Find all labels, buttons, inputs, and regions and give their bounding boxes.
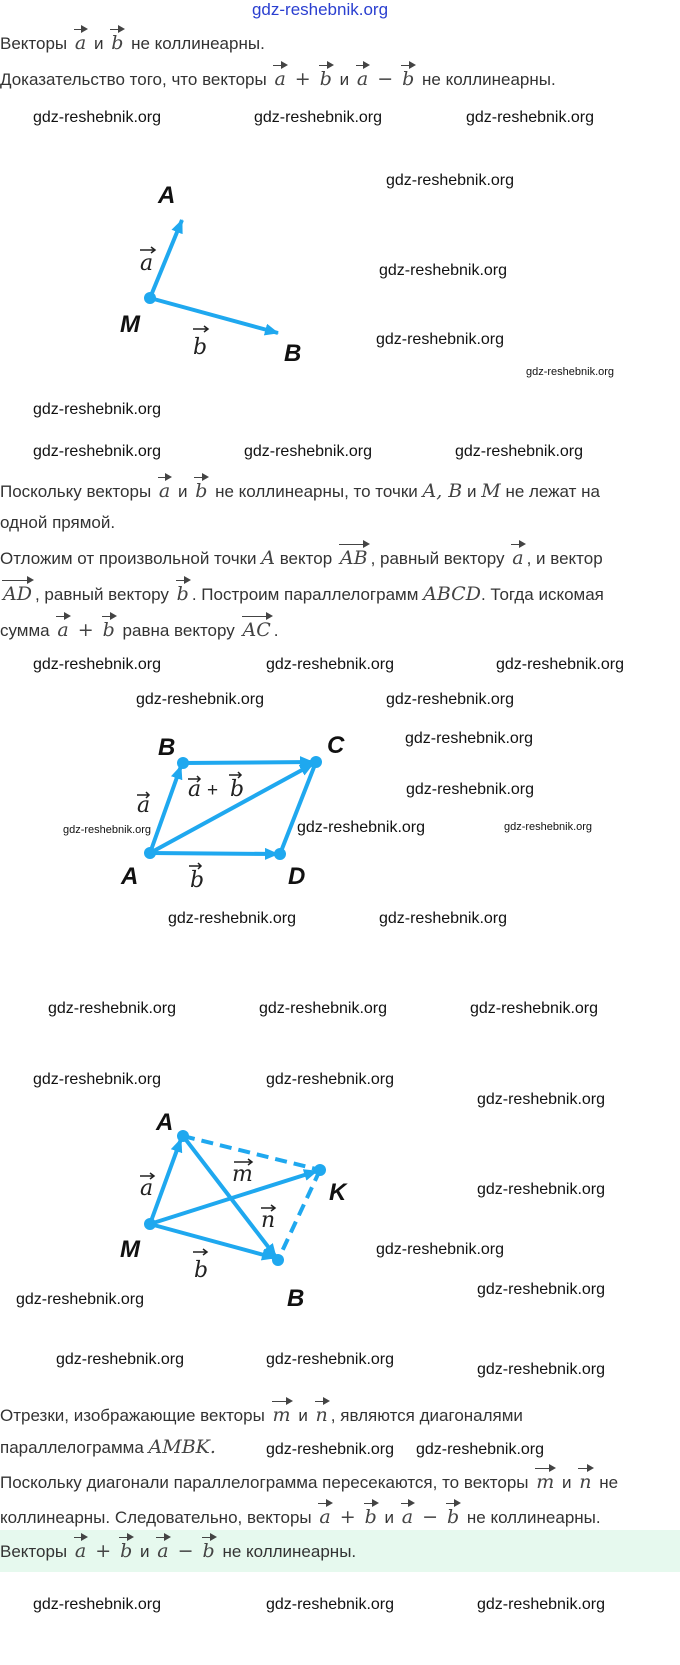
minus: −	[422, 1506, 438, 1528]
watermark: gdz-reshebnik.org	[476, 1596, 606, 1613]
text: не коллинеарны, то точки	[215, 482, 418, 501]
text: не коллинеарны.	[222, 1542, 357, 1561]
watermark: gdz-reshebnik.org	[378, 262, 508, 279]
para3-line1	[0, 1404, 523, 1426]
watermark: gdz-reshebnik.org	[495, 656, 625, 673]
segment-kb-dashed	[278, 1170, 320, 1260]
watermark: gdz-reshebnik.org	[415, 1441, 545, 1458]
para2-line3	[0, 547, 603, 569]
segment-dc	[280, 762, 316, 854]
text: и	[298, 1406, 308, 1425]
vector-b: b	[108, 32, 126, 54]
watermark: gdz-reshebnik.org	[265, 656, 395, 673]
vector-a-ma	[150, 1139, 181, 1224]
text: Векторы	[0, 1542, 68, 1561]
label-a-point: A	[158, 182, 176, 209]
text: . Тогда искомая	[480, 585, 604, 604]
text: вектор	[279, 549, 333, 568]
vector-b: b	[100, 619, 118, 641]
plus: +	[294, 68, 311, 90]
label-sum-a: a	[188, 777, 202, 802]
text: , равный вектору	[34, 585, 169, 604]
vector-b: b	[317, 68, 335, 90]
label-vector-a: a	[137, 793, 151, 818]
watermark: gdz-reshebnik.org	[243, 443, 373, 460]
text: не лежат на	[505, 482, 600, 501]
label-b-point: B	[284, 340, 302, 367]
label-c-point: C	[327, 732, 345, 759]
parallelogram-abcd: ABCD	[423, 583, 481, 605]
vector-m: m	[270, 1404, 294, 1426]
label-vector-b: b	[194, 1258, 209, 1283]
watermark: gdz-reshebnik.org	[465, 109, 595, 126]
watermark: gdz-reshebnik.org	[454, 443, 584, 460]
vector-b-arrow	[150, 298, 278, 333]
vector-ad	[150, 853, 278, 854]
vector-b: b	[399, 68, 417, 90]
watermark: gdz-reshebnik.org	[469, 1000, 599, 1017]
vector-a: a	[354, 68, 371, 90]
vector-a: a	[399, 1506, 416, 1528]
label-vector-n: n	[261, 1208, 276, 1233]
label-sum-plus: +	[207, 780, 219, 801]
plus: +	[95, 1540, 112, 1562]
text: не коллинеарны.	[422, 70, 556, 89]
text: Доказательство того, что векторы	[0, 70, 267, 89]
watermark: gdz-reshebnik.org	[15, 1291, 145, 1308]
diagram1	[120, 182, 301, 367]
vector-b: b	[117, 1540, 135, 1562]
point-m	[144, 292, 156, 304]
watermark: gdz-reshebnik.org	[265, 1441, 395, 1458]
point-m: M	[481, 480, 501, 502]
diagram2-parallelogram	[120, 732, 345, 893]
watermark: gdz-reshebnik.org	[253, 109, 383, 126]
plus: +	[77, 619, 94, 641]
text: , являются диагоналями	[330, 1406, 523, 1425]
para2-line1	[0, 480, 600, 502]
para3-line2	[0, 1436, 216, 1458]
watermark: gdz-reshebnik.org	[258, 1000, 388, 1017]
vector-b: b	[174, 583, 192, 605]
watermark: gdz-reshebnik.org	[167, 910, 297, 927]
watermark: gdz-reshebnik.org	[251, 0, 389, 19]
text: не	[599, 1473, 619, 1492]
text: Отложим от произвольной точки	[0, 549, 257, 568]
watermark: gdz-reshebnik.org	[405, 781, 535, 798]
text: коллинеарны. Следовательно, векторы	[0, 1508, 312, 1527]
text: и	[562, 1473, 572, 1492]
text: . Построим параллелограмм	[191, 585, 419, 604]
label-b-point: B	[158, 734, 176, 761]
text: , и вектор	[526, 549, 603, 568]
text: не коллинеарны.	[466, 1508, 601, 1527]
vector-a: a	[154, 1540, 171, 1562]
vector-a: a	[509, 547, 526, 569]
vector-m: m	[533, 1471, 557, 1493]
vector-a: a	[72, 32, 89, 54]
text: Отрезки, изображающие векторы	[0, 1406, 265, 1425]
text: , равный вектору	[370, 549, 505, 568]
plus: +	[339, 1506, 356, 1528]
text: и	[140, 1542, 150, 1561]
watermark: gdz-reshebnik.org	[32, 1596, 162, 1613]
watermark: gdz-reshebnik.org	[32, 1071, 162, 1088]
text: Поскольку диагонали параллелограмма пересекаются, то векторы	[0, 1473, 529, 1492]
vector-b: b	[192, 480, 210, 502]
watermark: gdz-reshebnik.org	[32, 443, 162, 460]
text: и	[177, 482, 188, 501]
label-d-point: D	[288, 863, 306, 890]
vector-bc	[183, 762, 313, 763]
watermark: gdz-reshebnik.org	[47, 1000, 177, 1017]
vector-b: b	[444, 1506, 462, 1528]
text: и	[339, 70, 350, 89]
watermark: gdz-reshebnik.org	[32, 109, 162, 126]
vector-a: a	[271, 68, 288, 90]
text: и	[93, 34, 104, 53]
text: равна вектору	[122, 621, 235, 640]
vector-b: b	[200, 1540, 218, 1562]
para3-line4	[0, 1506, 601, 1528]
watermark: gdz-reshebnik.org	[32, 656, 162, 673]
watermark: gdz-reshebnik.org	[296, 819, 426, 836]
watermark: gdz-reshebnik.org	[404, 730, 534, 747]
watermark: gdz-reshebnik.org	[476, 1181, 606, 1198]
label-m-point: M	[120, 1236, 140, 1263]
label-vector-a: a	[140, 251, 154, 276]
vector-ad: AD	[0, 583, 35, 605]
vector-a-arrow	[150, 220, 182, 298]
watermark: gdz-reshebnik.org	[385, 691, 515, 708]
points-ab: A, B	[422, 480, 463, 502]
vector-a: a	[156, 480, 173, 502]
label-b-point: B	[287, 1285, 305, 1312]
answer-box	[0, 1530, 680, 1572]
label-vector-m: m	[232, 1162, 253, 1187]
label-k-point: K	[329, 1179, 347, 1206]
watermark: gdz-reshebnik.org	[55, 1351, 185, 1368]
watermark: gdz-reshebnik.org	[375, 331, 505, 348]
text: параллелограмма	[0, 1438, 144, 1457]
text: и	[384, 1508, 395, 1527]
minus: −	[377, 68, 394, 90]
text: и	[467, 482, 477, 501]
watermark: gdz-reshebnik.org	[385, 172, 515, 189]
watermark: gdz-reshebnik.org	[378, 910, 508, 927]
watermark: gdz-reshebnik.org	[476, 1091, 606, 1108]
vector-n: n	[576, 1471, 594, 1493]
text: не коллинеарны.	[131, 34, 265, 53]
para2-line2: одной прямой.	[0, 513, 116, 532]
label-vector-b: b	[190, 868, 205, 893]
text: Векторы	[0, 34, 68, 53]
label-m-point: M	[120, 311, 140, 338]
text: .	[273, 621, 279, 640]
vector-ab: AB	[337, 547, 371, 569]
watermark: gdz-reshebnik.org	[503, 821, 593, 833]
text: Поскольку векторы	[0, 482, 152, 501]
watermark: gdz-reshebnik.org	[476, 1361, 606, 1378]
parallelogram-ambk: AMBK.	[148, 1436, 216, 1458]
watermark: gdz-reshebnik.org	[476, 1281, 606, 1298]
para3-line3	[0, 1471, 618, 1493]
label-sum-b: b	[230, 777, 245, 802]
label-vector-b: b	[193, 335, 208, 360]
watermark: gdz-reshebnik.org	[375, 1241, 505, 1258]
diagram3-parallelogram-ambk	[120, 1109, 348, 1312]
vector-a: a	[72, 1540, 89, 1562]
vector-b: b	[362, 1506, 380, 1528]
label-vector-a: a	[140, 1176, 154, 1201]
watermark: gdz-reshebnik.org	[32, 401, 162, 418]
label-a-point: A	[156, 1109, 174, 1136]
minus: −	[177, 1540, 194, 1562]
answer-line	[0, 1540, 356, 1562]
watermark: gdz-reshebnik.org	[265, 1596, 395, 1613]
arrow-icon	[193, 1249, 207, 1255]
vector-a: a	[316, 1506, 333, 1528]
watermark: gdz-reshebnik.org	[265, 1071, 395, 1088]
label-a-point: A	[121, 863, 139, 890]
vector-a: a	[54, 619, 71, 641]
watermark: gdz-reshebnik.org	[135, 691, 265, 708]
para2-line4	[0, 583, 604, 605]
watermark: gdz-reshebnik.org	[62, 824, 152, 836]
para2-line5	[0, 619, 279, 641]
vector-ac: AC	[240, 619, 274, 641]
point-a: A	[261, 547, 275, 569]
watermark: gdz-reshebnik.org	[525, 366, 615, 378]
vector-n: n	[313, 1404, 331, 1426]
arrow-over-b-icon	[193, 326, 208, 332]
watermark: gdz-reshebnik.org	[265, 1351, 395, 1368]
text: сумма	[0, 621, 50, 640]
